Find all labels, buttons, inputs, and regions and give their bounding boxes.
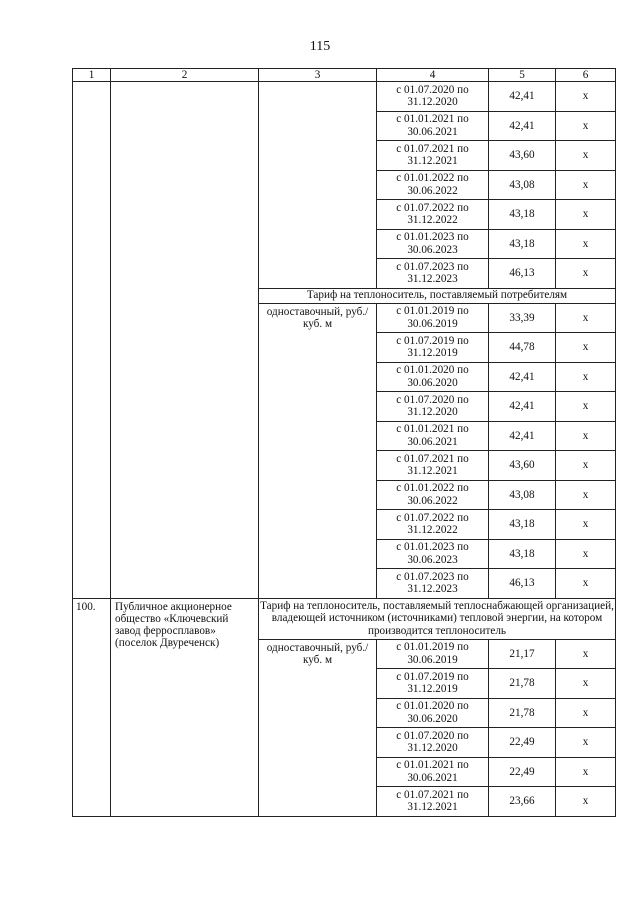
period-cell: с 01.01.2021 по 30.06.2021 bbox=[377, 111, 489, 141]
period-cell: с 01.01.2021 по 30.06.2021 bbox=[377, 421, 489, 451]
tariff-value-cell: 42,41 bbox=[489, 111, 556, 141]
tariff-value-cell: 21,78 bbox=[489, 669, 556, 699]
tariff-value-cell: 43,60 bbox=[489, 141, 556, 171]
column-header: 2 bbox=[111, 69, 259, 82]
tariff-value-cell: 43,18 bbox=[489, 510, 556, 540]
col6-cell: х bbox=[556, 539, 616, 569]
period-cell: с 01.07.2020 по 31.12.2020 bbox=[377, 392, 489, 422]
column-header: 5 bbox=[489, 69, 556, 82]
tariff-type-cell bbox=[259, 82, 377, 289]
col6-cell: х bbox=[556, 362, 616, 392]
period-cell: с 01.07.2019 по 31.12.2019 bbox=[377, 333, 489, 363]
col6-cell: х bbox=[556, 421, 616, 451]
col6-cell: х bbox=[556, 698, 616, 728]
tariff-type-cell: одноставочный, руб./куб. м bbox=[259, 303, 377, 598]
tariff-value-cell: 21,78 bbox=[489, 698, 556, 728]
col6-cell: х bbox=[556, 392, 616, 422]
tariff-value-cell: 23,66 bbox=[489, 787, 556, 817]
tariff-type-cell: одноставочный, руб./куб. м bbox=[259, 639, 377, 816]
col6-cell: х bbox=[556, 569, 616, 599]
page-number: 115 bbox=[309, 39, 331, 54]
table-row bbox=[73, 82, 616, 112]
column-header: 1 bbox=[73, 69, 111, 82]
col6-cell: х bbox=[556, 669, 616, 699]
tariff-value-cell: 43,08 bbox=[489, 480, 556, 510]
col6-cell: х bbox=[556, 757, 616, 787]
col6-cell: х bbox=[556, 82, 616, 112]
period-cell: с 01.07.2021 по 31.12.2021 bbox=[377, 787, 489, 817]
section-title: Тариф на теплоноситель, поставляемый теплоснабжающей организацией, владеющей источником (источниками) тепловой энергии, на котором производится теплоноситель bbox=[259, 598, 616, 639]
tariff-value-cell: 46,13 bbox=[489, 569, 556, 599]
section-title: Тариф на теплоноситель, поставляемый потребителям bbox=[259, 288, 616, 303]
tariff-value-cell: 46,13 bbox=[489, 259, 556, 289]
tariff-value-cell: 42,41 bbox=[489, 392, 556, 422]
column-header: 4 bbox=[377, 69, 489, 82]
period-cell: с 01.01.2022 по 30.06.2022 bbox=[377, 170, 489, 200]
period-cell: с 01.07.2021 по 31.12.2021 bbox=[377, 451, 489, 481]
period-cell: с 01.07.2023 по 31.12.2023 bbox=[377, 569, 489, 599]
period-cell: с 01.07.2022 по 31.12.2022 bbox=[377, 200, 489, 230]
tariff-value-cell: 43,60 bbox=[489, 451, 556, 481]
tariff-value-cell: 44,78 bbox=[489, 333, 556, 363]
col6-cell: х bbox=[556, 480, 616, 510]
period-cell: с 01.01.2019 по 30.06.2019 bbox=[377, 639, 489, 669]
period-cell: с 01.01.2021 по 30.06.2021 bbox=[377, 757, 489, 787]
col6-cell: х bbox=[556, 141, 616, 171]
col6-cell: х bbox=[556, 787, 616, 817]
col6-cell: х bbox=[556, 333, 616, 363]
organization-cell bbox=[111, 82, 259, 599]
tariff-value-cell: 43,08 bbox=[489, 170, 556, 200]
period-cell: с 01.01.2022 по 30.06.2022 bbox=[377, 480, 489, 510]
period-cell: с 01.01.2023 по 30.06.2023 bbox=[377, 539, 489, 569]
period-cell: с 01.07.2020 по 31.12.2020 bbox=[377, 82, 489, 112]
section-title-row bbox=[73, 598, 616, 639]
period-cell: с 01.01.2019 по 30.06.2019 bbox=[377, 303, 489, 333]
row-number-cell: 100. bbox=[73, 598, 111, 816]
period-cell: с 01.07.2022 по 31.12.2022 bbox=[377, 510, 489, 540]
period-cell: с 01.01.2020 по 30.06.2020 bbox=[377, 362, 489, 392]
tariff-value-cell: 43,18 bbox=[489, 539, 556, 569]
row-number-cell bbox=[73, 82, 111, 599]
period-cell: с 01.07.2019 по 31.12.2019 bbox=[377, 669, 489, 699]
col6-cell: х bbox=[556, 229, 616, 259]
col6-cell: х bbox=[556, 170, 616, 200]
col6-cell: х bbox=[556, 303, 616, 333]
tariff-value-cell: 33,39 bbox=[489, 303, 556, 333]
period-cell: с 01.01.2020 по 30.06.2020 bbox=[377, 698, 489, 728]
tariff-value-cell: 22,49 bbox=[489, 757, 556, 787]
col6-cell: х bbox=[556, 259, 616, 289]
col6-cell: х bbox=[556, 728, 616, 758]
tariff-table bbox=[72, 68, 616, 817]
column-header: 6 bbox=[556, 69, 616, 82]
tariff-value-cell: 21,17 bbox=[489, 639, 556, 669]
col6-cell: х bbox=[556, 200, 616, 230]
tariff-value-cell: 42,41 bbox=[489, 362, 556, 392]
tariff-value-cell: 43,18 bbox=[489, 200, 556, 230]
tariff-value-cell: 43,18 bbox=[489, 229, 556, 259]
col6-cell: х bbox=[556, 451, 616, 481]
period-cell: с 01.01.2023 по 30.06.2023 bbox=[377, 229, 489, 259]
col6-cell: х bbox=[556, 639, 616, 669]
organization-cell: Публичное акционерное общество «Ключевский завод ферросплавов» (поселок Двуреченск) bbox=[111, 598, 259, 816]
tariff-value-cell: 22,49 bbox=[489, 728, 556, 758]
period-cell: с 01.07.2020 по 31.12.2020 bbox=[377, 728, 489, 758]
period-cell: с 01.07.2023 по 31.12.2023 bbox=[377, 259, 489, 289]
tariff-value-cell: 42,41 bbox=[489, 82, 556, 112]
col6-cell: х bbox=[556, 510, 616, 540]
column-header: 3 bbox=[259, 69, 377, 82]
tariff-table-body bbox=[73, 69, 616, 817]
tariff-value-cell: 42,41 bbox=[489, 421, 556, 451]
column-header-row bbox=[73, 69, 616, 82]
period-cell: с 01.07.2021 по 31.12.2021 bbox=[377, 141, 489, 171]
col6-cell: х bbox=[556, 111, 616, 141]
